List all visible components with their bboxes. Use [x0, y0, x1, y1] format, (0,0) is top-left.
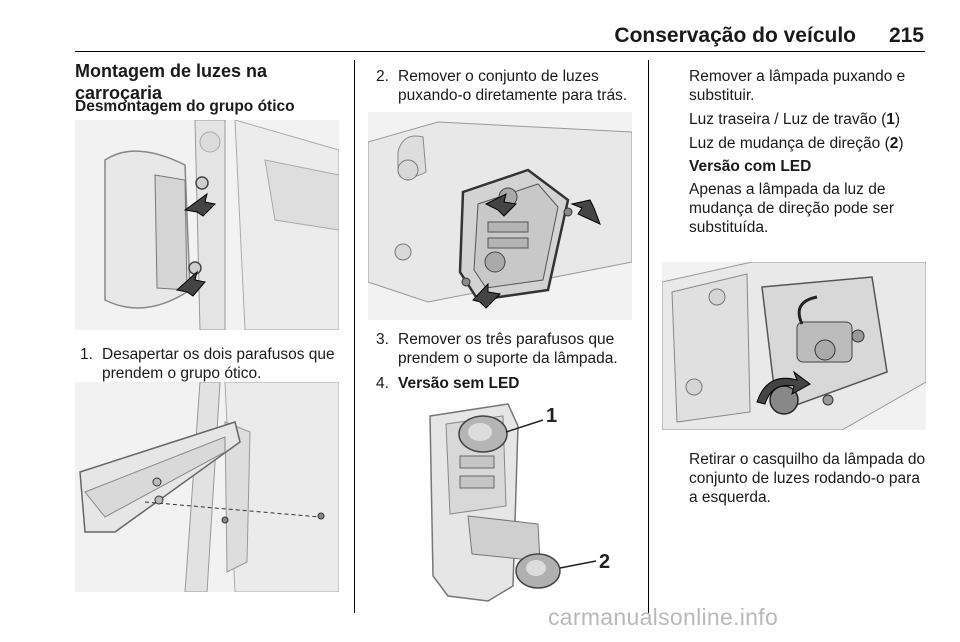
step-text: Remover o conjunto de luzes puxando-o diretamente para trás. — [398, 68, 628, 104]
column-separator — [648, 60, 649, 613]
step-number: 3. — [376, 331, 389, 348]
step-number: 1. — [80, 346, 93, 363]
bulb-label-1 — [689, 110, 927, 129]
figure-led-socket — [662, 262, 926, 430]
led-paragraph: Apenas a lâmpada da luz de mudança de direção pode ser substituída. — [689, 181, 895, 236]
subsection-title: Desmontagem do grupo ótico — [75, 98, 295, 115]
figure-screw-removal — [75, 120, 339, 330]
page-header-title: Conservação do veículo — [614, 24, 856, 47]
step-number: 2. — [376, 68, 389, 85]
step-3 — [376, 330, 638, 368]
callout-2: 2 — [599, 551, 611, 573]
led-heading: Versão com LED — [689, 158, 812, 175]
callout-1: 1 — [546, 405, 558, 427]
header-rule — [75, 51, 925, 52]
watermark: carmanualsonline.info — [548, 604, 779, 630]
column-separator — [354, 60, 355, 613]
section-title: Montagem de luzes na carroçaria — [75, 61, 268, 103]
figure-lamp-holder-screws — [368, 112, 632, 320]
label-end: ) — [898, 135, 904, 152]
step-number: 4. — [376, 375, 389, 392]
bulb-label-2 — [689, 134, 927, 153]
label-text: Luz de mudança de direção ( — [689, 135, 890, 152]
figure-bulb-holder — [368, 396, 632, 606]
step-text: Desapertar os dois parafusos que prendem o grupo ótico. — [102, 346, 335, 382]
step-2 — [376, 67, 638, 105]
step-4 — [376, 374, 638, 393]
label-ref: 1 — [886, 111, 895, 128]
label-text: Luz traseira / Luz de travão ( — [689, 111, 887, 128]
step-text: Versão sem LED — [398, 375, 520, 392]
step-text: Remover os três parafusos que prendem o suporte da lâmpada. — [398, 331, 618, 367]
label-end: ) — [894, 111, 901, 128]
figure-light-pull-out — [75, 382, 339, 592]
instruction-paragraph: Remover a lâmpada puxando e substituir. — [689, 68, 906, 104]
step-1 — [80, 345, 342, 383]
figure-caption: Retirar o casquilho da lâmpada do conjunto de luzes rodando-o para a esquerda. — [689, 451, 926, 506]
page-number: 215 — [888, 24, 924, 47]
label-ref: 2 — [889, 135, 899, 152]
